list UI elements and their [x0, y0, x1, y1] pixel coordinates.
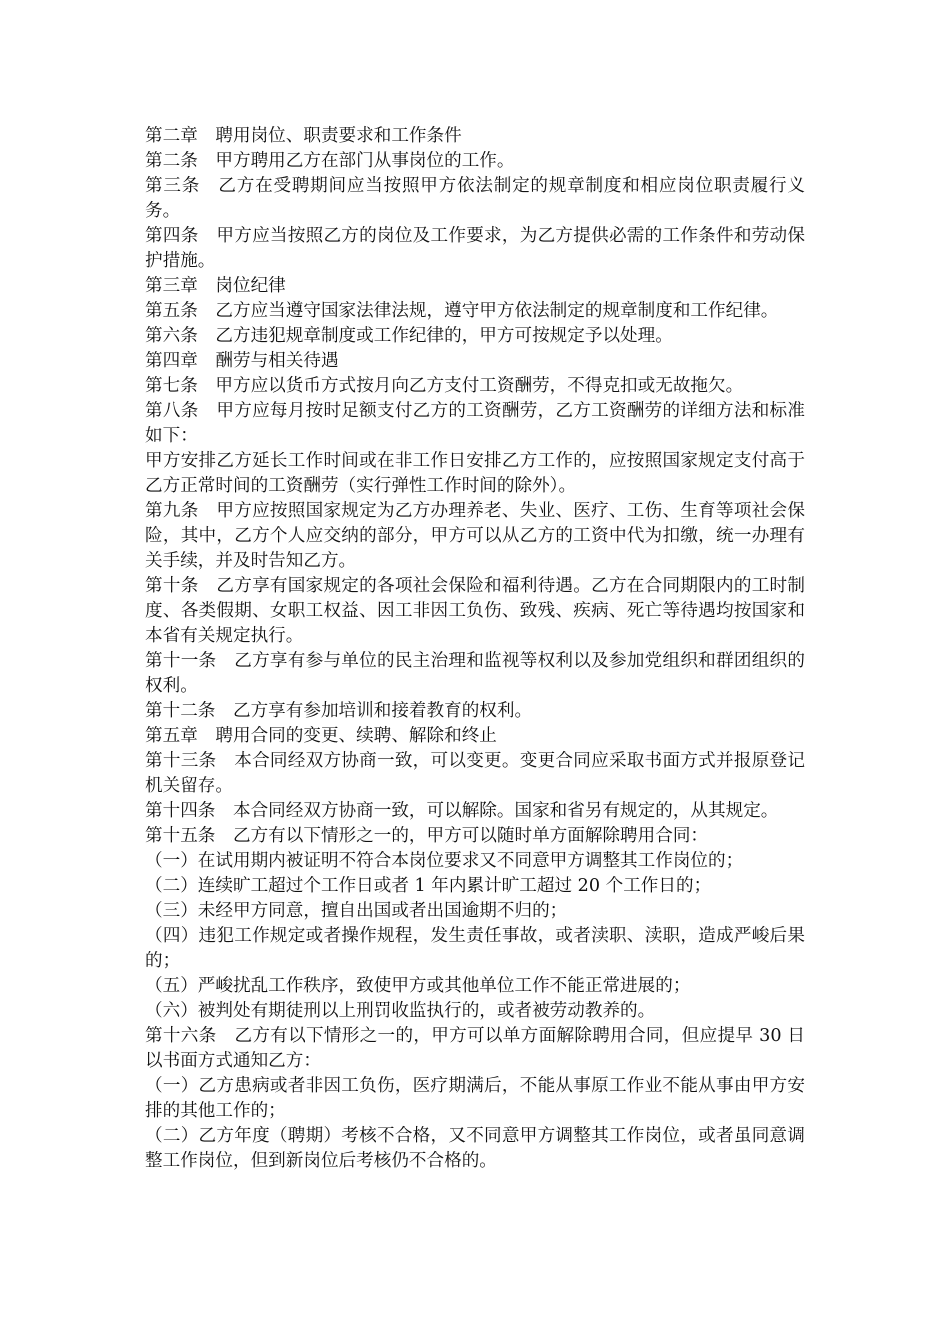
list-item: （五）严峻扰乱工作秩序，致使甲方或其他单位工作不能正常进展的； [145, 976, 691, 996]
chapter-heading: 第五章 聘用合同的变更、续聘、解除和终止 [145, 726, 497, 746]
list-item: （一）在试用期内被证明不符合本岗位要求又不同意甲方调整其工作岗位的； [145, 851, 744, 871]
list-item: （一）乙方患病或者非因工负伤，医疗期满后，不能从事原工作业不能从事由甲方安排的其他工作的； [145, 1076, 805, 1121]
chapter-heading: 第四章 酬劳与相关待遇 [145, 351, 339, 371]
document-body [145, 124, 805, 1174]
article-paragraph: 第九条 甲方应按照国家规定为乙方办理养老、失业、医疗、工伤、生育等项社会保险，其中，乙方个人应交纳的部分，甲方可以从乙方的工资中代为扣缴，统一办理有关手续，并及时告知乙方。 [145, 501, 805, 571]
list-item: （二）乙方年度（聘期）考核不合格，又不同意甲方调整其工作岗位，或者虽同意调整工作岗位，但到新岗位后考核仍不合格的。 [145, 1126, 805, 1171]
article-paragraph: 第十条 乙方享有国家规定的各项社会保险和福利待遇。乙方在合同期限内的工时制度、各类假期、女职工权益、因工非因工负伤、致残、疾病、死亡等待遇均按国家和本省有关规定执行。 [145, 576, 805, 646]
article-paragraph: 第八条 甲方应每月按时足额支付乙方的工资酬劳，乙方工资酬劳的详细方法和标准如下： [145, 401, 805, 446]
article-paragraph: 第二条 甲方聘用乙方在部门从事岗位的工作。 [145, 151, 515, 171]
chapter-heading: 第三章 岗位纪律 [145, 276, 286, 296]
article-paragraph: 第五条 乙方应当遵守国家法律法规，遵守甲方依法制定的规章制度和工作纪律。 [145, 301, 779, 321]
article-paragraph: 第十三条 本合同经双方协商一致，可以变更。变更合同应采取书面方式并报原登记机关留存。 [145, 751, 805, 796]
article-paragraph: 第十一条 乙方享有参与单位的民主治理和监视等权利以及参加党组织和群团组织的权利。 [145, 651, 805, 696]
article-paragraph: 第三条 乙方在受聘期间应当按照甲方依法制定的规章制度和相应岗位职责履行义务。 [145, 176, 805, 221]
article-paragraph: 第十四条 本合同经双方协商一致，可以解除。国家和省另有规定的，从其规定。 [145, 801, 779, 821]
article-paragraph: 第七条 甲方应以货币方式按月向乙方支付工资酬劳，不得克扣或无故拖欠。 [145, 376, 744, 396]
list-item: （三）未经甲方同意，擅自出国或者出国逾期不归的； [145, 901, 568, 921]
article-paragraph: 第四条 甲方应当按照乙方的岗位及工作要求，为乙方提供必需的工作条件和劳动保护措施。 [145, 226, 805, 271]
article-paragraph: 第十二条 乙方享有参加培训和接着教育的权利。 [145, 701, 533, 721]
chapter-heading: 第二章 聘用岗位、职责要求和工作条件 [145, 126, 462, 146]
article-paragraph: 甲方安排乙方延长工作时间或在非工作日安排乙方工作的，应按照国家规定支付高于乙方正常时间的工资酬劳（实行弹性工作时间的除外）。 [145, 451, 805, 496]
article-paragraph: 第十五条 乙方有以下情形之一的，甲方可以随时单方面解除聘用合同： [145, 826, 709, 846]
article-paragraph: 第十六条 乙方有以下情形之一的，甲方可以单方面解除聘用合同，但应提早 30 日以书面方式通知乙方： [145, 1026, 805, 1071]
article-paragraph: 第六条 乙方违犯规章制度或工作纪律的，甲方可按规定予以处理。 [145, 326, 673, 346]
list-item: （四）违犯工作规定或者操作规程，发生责任事故，或者渎职、渎职，造成严峻后果的； [145, 926, 805, 971]
list-item: （六）被判处有期徒刑以上刑罚收监执行的，或者被劳动教养的。 [145, 1001, 656, 1021]
list-item: （二）连续旷工超过个工作日或者 1 年内累计旷工超过 20 个工作日的； [145, 876, 712, 896]
